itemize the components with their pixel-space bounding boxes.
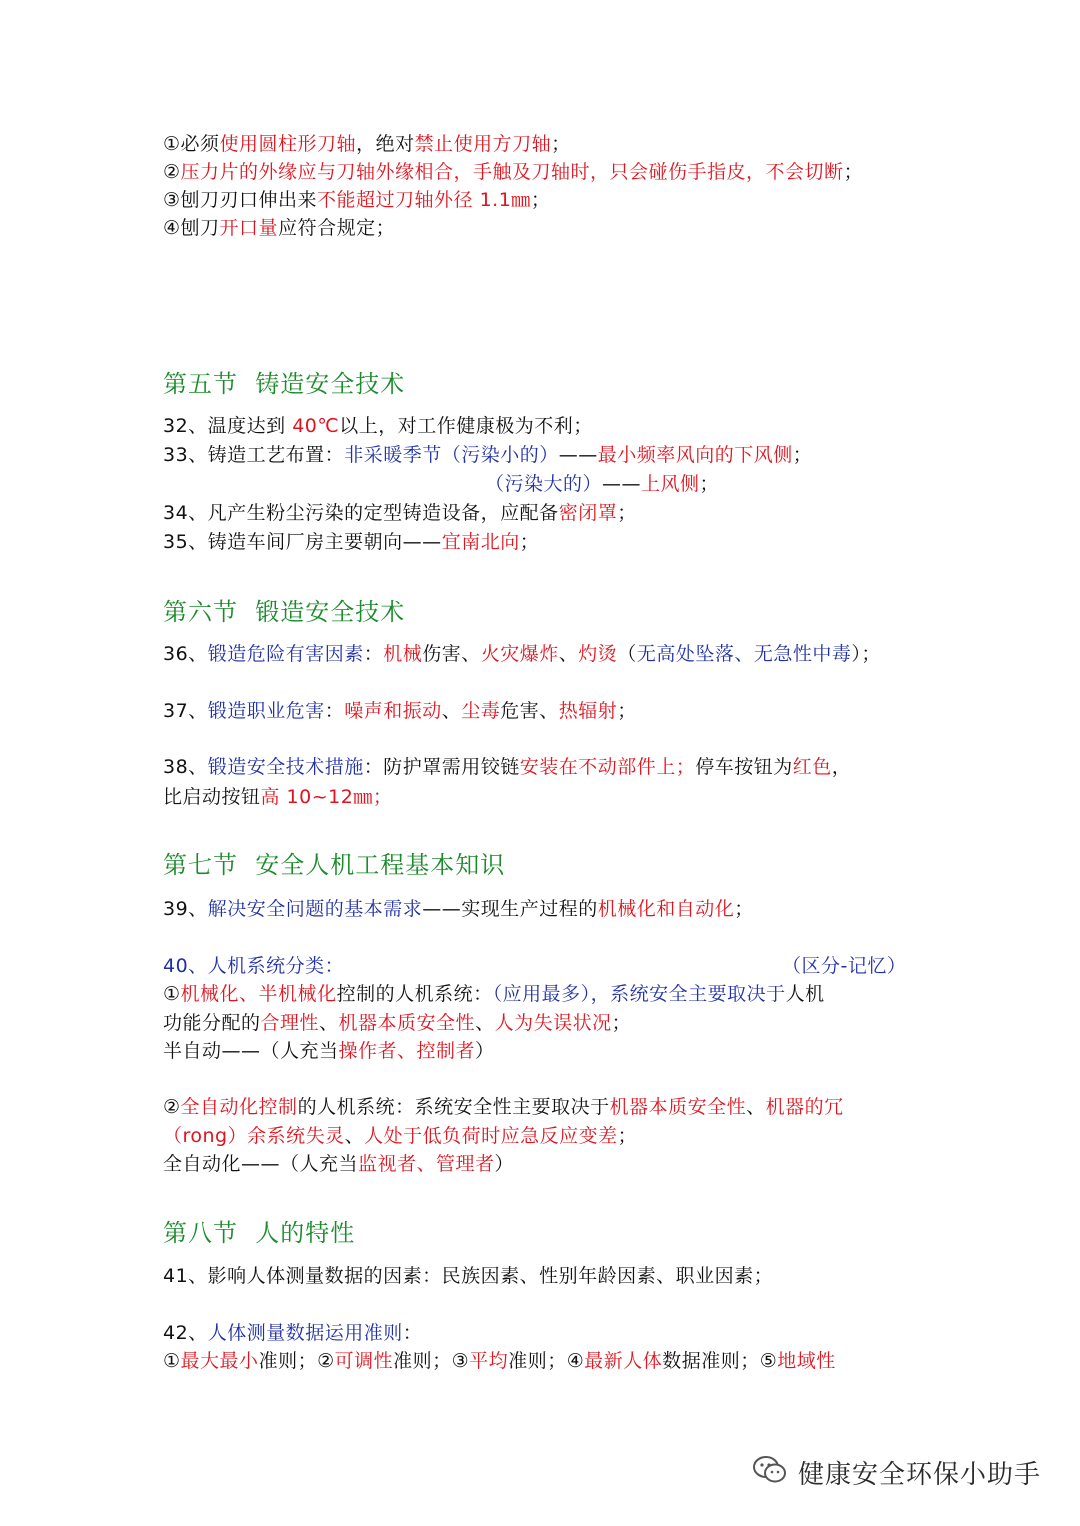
text-segment: 上风侧	[641, 473, 700, 495]
text-line	[163, 753, 851, 781]
text-segment: ；	[611, 1012, 632, 1034]
text-segment: ，绝对	[356, 133, 415, 155]
text-segment: ——实现生产过程的	[422, 898, 598, 920]
text-segment: （区分-记忆）	[782, 955, 907, 977]
text-segment: ：防护罩需用铰链	[363, 756, 520, 778]
text-segment: 应符合规定；	[278, 217, 396, 239]
text-segment: 准则；④	[508, 1350, 585, 1372]
text-segment: 无高处坠落、无急性中毒	[636, 643, 852, 665]
text-segment: ④刨刀	[163, 217, 220, 239]
text-segment: 全自动化控制	[180, 1096, 298, 1118]
text-segment: 解决安全问题的基本需求	[207, 898, 423, 920]
text-segment: 、	[319, 1012, 339, 1034]
text-segment: 功能分配的	[163, 1012, 261, 1034]
text-segment: 热辐射	[558, 700, 618, 722]
text-segment: 禁止使用方刀轴	[414, 133, 552, 155]
text-segment: 人体测量数据运用准则	[207, 1322, 403, 1344]
text-line	[163, 499, 637, 527]
text-line	[163, 186, 550, 214]
text-segment: 机械化、半机械化	[180, 983, 337, 1005]
text-line	[163, 1093, 844, 1121]
section-heading: 第六节 锻造安全技术	[163, 598, 406, 626]
text-segment: 半自动——（人充当	[163, 1040, 339, 1062]
text-segment: 39、	[163, 898, 208, 920]
text-segment: 最小频率风向的下风侧	[597, 444, 793, 466]
text-segment: ：	[363, 643, 384, 665]
text-line	[163, 528, 539, 556]
text-segment: ：	[324, 700, 345, 722]
text-segment: 监视者、管理者	[358, 1153, 495, 1175]
text-line	[163, 412, 593, 440]
text-segment: 平均	[469, 1350, 509, 1372]
section-heading: 第七节 安全人机工程基本知识	[163, 851, 506, 879]
text-line	[163, 214, 395, 242]
text-line	[163, 1347, 836, 1375]
text-segment: 准则；②	[258, 1350, 335, 1372]
text-line	[163, 1037, 495, 1065]
text-segment: ）；	[851, 643, 881, 665]
text-segment: 数据准则；⑤	[662, 1350, 778, 1372]
text-segment: 、	[344, 1125, 365, 1147]
text-segment: 35、铸造车间厂房主要朝向——	[163, 531, 442, 553]
text-segment: 宜南北向	[441, 531, 520, 553]
text-segment: 合理性	[260, 1012, 320, 1034]
text-line	[163, 1150, 514, 1178]
text-segment: ③刨刀刃口伸出来	[163, 189, 318, 211]
text-line	[163, 1009, 631, 1037]
text-segment: 灼烫	[578, 643, 618, 665]
text-segment: 33、铸造工艺布置：	[163, 444, 345, 466]
text-segment: 伤害、	[422, 643, 481, 665]
text-segment: （应用最多），系统安全主要取决于	[492, 983, 786, 1005]
text-line	[163, 1319, 422, 1347]
text-segment: 机器本质安全性	[338, 1012, 476, 1034]
text-line	[163, 980, 825, 1008]
text-segment: 最新人体	[584, 1350, 663, 1372]
text-segment: 42、	[163, 1322, 208, 1344]
text-segment: ，	[831, 756, 852, 778]
text-segment: 机械化和自动化	[597, 898, 735, 920]
text-segment: 使用圆柱形刀轴	[219, 133, 357, 155]
text-line	[163, 697, 637, 725]
text-segment: 38、	[163, 756, 208, 778]
text-line	[163, 441, 812, 469]
text-segment: 锻造职业危害	[207, 700, 325, 722]
text-segment: 锻造危险有害因素	[207, 643, 364, 665]
text-segment: 37、	[163, 700, 208, 722]
text-segment: （rong）余系统失灵	[163, 1125, 345, 1147]
text-segment: （污染大的）	[485, 473, 603, 495]
text-segment: 、	[441, 700, 462, 722]
section-heading: 第五节 铸造安全技术	[163, 370, 406, 398]
text-segment: 准则；③	[393, 1350, 470, 1372]
text-segment: ；	[792, 444, 813, 466]
text-line	[163, 158, 863, 186]
text-segment: 32、温度达到	[163, 415, 293, 437]
text-segment: 地域性	[777, 1350, 836, 1372]
text-line	[163, 640, 881, 668]
text-line	[163, 783, 392, 811]
text-segment: 机械	[383, 643, 423, 665]
text-segment: 机器本质安全性	[609, 1096, 747, 1118]
text-segment: 停车按钮为	[695, 756, 793, 778]
text-segment: ②	[163, 1096, 181, 1118]
text-segment: （	[617, 643, 637, 665]
text-segment: ；	[617, 502, 637, 524]
text-segment: 36、	[163, 643, 208, 665]
text-segment: 操作者、控制者	[338, 1040, 476, 1062]
text-segment: 红色	[792, 756, 832, 778]
text-segment: 比启动按钮	[163, 786, 261, 808]
text-segment: 控制的人机系统：	[336, 983, 493, 1005]
text-segment: 34、凡产生粉尘污染的定型铸造设备，应配备	[163, 502, 559, 524]
text-line	[485, 470, 719, 498]
text-segment: 人为失误状况	[494, 1012, 612, 1034]
text-segment: ；	[551, 133, 571, 155]
text-segment: 40、人机系统分类：	[163, 955, 345, 977]
text-segment: 人处于低负荷时应急反应变差	[364, 1125, 618, 1147]
text-segment: ①	[163, 1350, 181, 1372]
text-segment: ——	[558, 444, 598, 466]
text-segment: 火灾爆炸	[480, 643, 559, 665]
text-segment: 开口量	[219, 217, 279, 239]
text-segment: 、	[558, 643, 579, 665]
text-segment: 人机	[785, 983, 825, 1005]
text-segment: 非采暖季节（污染小的）	[344, 444, 559, 466]
text-segment: ；	[843, 161, 864, 183]
text-segment: 以上，对工作健康极为不利；	[339, 415, 593, 437]
text-segment: ；	[530, 189, 551, 211]
section-heading: 第八节 人的特性	[163, 1219, 356, 1247]
text-segment: ）	[494, 1153, 515, 1175]
text-segment: 噪声和振动	[344, 700, 442, 722]
text-segment: ；	[734, 898, 754, 920]
text-segment: 40℃	[292, 415, 340, 437]
text-segment: 可调性	[334, 1350, 394, 1372]
text-line	[782, 952, 906, 980]
text-segment: ；	[699, 473, 720, 495]
wechat-icon	[752, 1455, 788, 1489]
text-segment: 不能超过刀轴外径 1.1㎜	[317, 189, 531, 211]
text-line	[163, 952, 344, 980]
text-segment: 高 10~12㎜；	[260, 786, 393, 808]
text-segment: ①	[163, 983, 181, 1005]
text-segment: 全自动化——（人充当	[163, 1153, 359, 1175]
text-segment: ②	[163, 161, 181, 183]
text-segment: ：	[402, 1322, 423, 1344]
text-segment: ——	[602, 473, 642, 495]
text-segment: 锻造安全技术措施	[207, 756, 364, 778]
text-line	[163, 1122, 637, 1150]
text-segment: ；	[617, 1125, 638, 1147]
text-segment: 、	[475, 1012, 495, 1034]
text-segment: ）	[475, 1040, 495, 1062]
text-segment: 机器的冗	[765, 1096, 844, 1118]
text-segment: 的人机系统：系统安全性主要取决于	[297, 1096, 610, 1118]
text-segment: 安装在不动部件上；	[519, 756, 696, 778]
text-segment: ；	[617, 700, 637, 722]
text-segment: 危害、	[500, 700, 559, 722]
text-segment: 压力片的外缘应与刀轴外缘相合，手触及刀轴时，只会碰伤手指皮，不会切断	[180, 161, 844, 183]
text-segment: ；	[519, 531, 540, 553]
text-line	[163, 130, 571, 158]
text-segment: ①必须	[163, 133, 220, 155]
text-segment: 尘毒	[461, 700, 501, 722]
text-segment: 41、影响人体测量数据的因素：民族因素、性别年龄因素、职业因素；	[163, 1265, 774, 1287]
watermark	[752, 1452, 1041, 1492]
text-line	[163, 1262, 773, 1290]
text-segment: 最大最小	[180, 1350, 259, 1372]
text-segment: 密闭罩	[558, 502, 618, 524]
text-line	[163, 895, 754, 923]
watermark-text: 健康安全环保小助手	[798, 1459, 1042, 1490]
text-segment: 、	[746, 1096, 766, 1118]
